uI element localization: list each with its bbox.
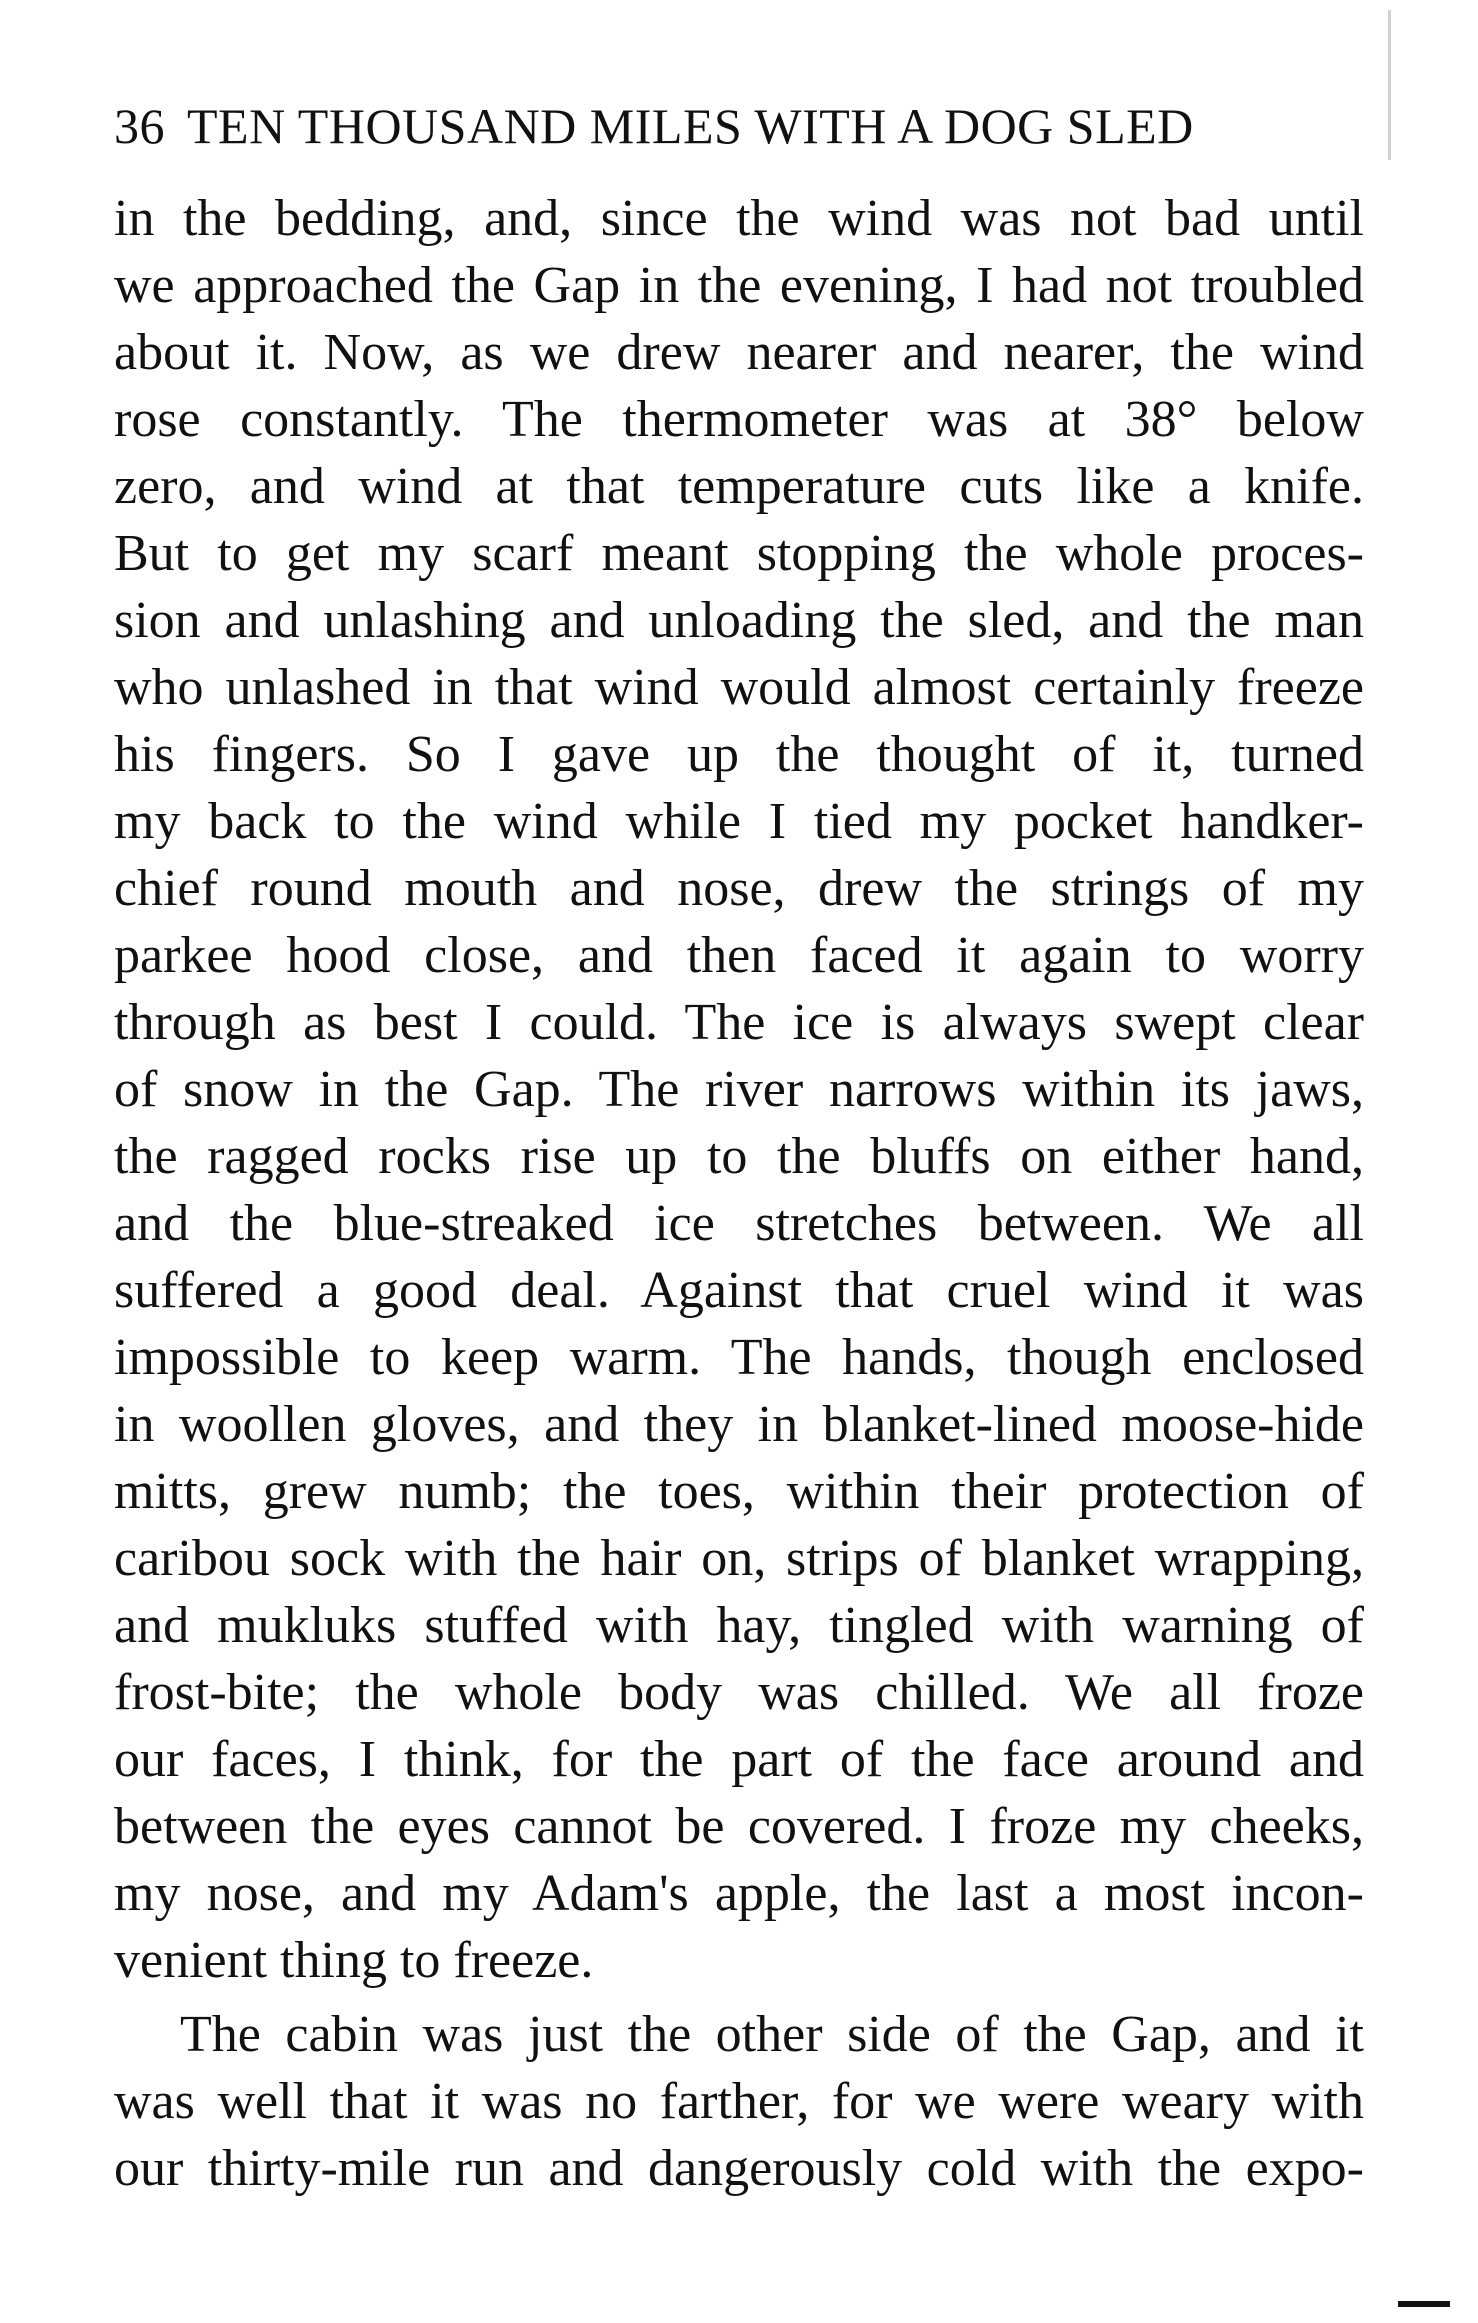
text-line: mitts, grew numb; the toes, within their protection of bbox=[114, 1463, 1364, 1520]
text-line: who unlashed in that wind would almost certainly freeze bbox=[114, 659, 1364, 716]
running-title: TEN THOUSAND MILES WITH A DOG SLED bbox=[187, 98, 1194, 154]
text-line: rose constantly. The thermometer was at 38° below bbox=[114, 391, 1364, 448]
text-line: zero, and wind at that temperature cuts like a knife. bbox=[114, 458, 1364, 515]
text-line: through as best I could. The ice is always swept clear bbox=[114, 994, 1364, 1051]
text-line: The cabin was just the other side of the Gap, and it bbox=[180, 2006, 1364, 2063]
text-line: parkee hood close, and then faced it again to worry bbox=[114, 927, 1364, 984]
text-line: our thirty-mile run and dangerously cold with the expo- bbox=[114, 2140, 1364, 2197]
text-line: we approached the Gap in the evening, I had not troubled bbox=[114, 257, 1364, 314]
text-line: our faces, I think, for the part of the face around and bbox=[114, 1731, 1364, 1788]
paragraph-1 bbox=[114, 185, 1364, 1994]
paragraph-gap bbox=[114, 1994, 1364, 2001]
text-line: But to get my scarf meant stopping the whole proces- bbox=[114, 525, 1364, 582]
paragraph-2 bbox=[114, 2001, 1364, 2202]
text-line: venient thing to freeze. bbox=[114, 1932, 594, 1989]
text-line: his fingers. So I gave up the thought of it, turned bbox=[114, 726, 1364, 783]
page-number: 36 bbox=[114, 98, 165, 154]
text-line: suffered a good deal. Against that cruel wind it was bbox=[114, 1262, 1364, 1319]
text-line: impossible to keep warm. The hands, though enclosed bbox=[114, 1329, 1364, 1386]
text-line: about it. Now, as we drew nearer and nearer, the wind bbox=[114, 324, 1364, 381]
text-line: my back to the wind while I tied my pocket handker- bbox=[114, 793, 1364, 850]
text-line: was well that it was no farther, for we were weary with bbox=[114, 2073, 1364, 2130]
text-line: chief round mouth and nose, drew the strings of my bbox=[114, 860, 1364, 917]
text-line: in woollen gloves, and they in blanket-lined moose-hide bbox=[114, 1396, 1364, 1453]
text-line: in the bedding, and, since the wind was not bad until bbox=[114, 190, 1364, 247]
text-line: and mukluks stuffed with hay, tingled with warning of bbox=[114, 1597, 1364, 1654]
body-text bbox=[114, 185, 1364, 2202]
text-line: the ragged rocks rise up to the bluffs on either hand, bbox=[114, 1128, 1364, 1185]
text-line: between the eyes cannot be covered. I froze my cheeks, bbox=[114, 1798, 1364, 1855]
text-line: caribou sock with the hair on, strips of blanket wrapping, bbox=[114, 1530, 1364, 1587]
text-line: frost-bite; the whole body was chilled. We all froze bbox=[114, 1664, 1364, 1721]
scan-edge-mark bbox=[1398, 2301, 1450, 2307]
scan-edge-mark bbox=[1388, 10, 1391, 160]
text-line: of snow in the Gap. The river narrows within its jaws, bbox=[114, 1061, 1364, 1118]
text-line: sion and unlashing and unloading the sled, and the man bbox=[114, 592, 1364, 649]
text-line: my nose, and my Adam's apple, the last a most incon- bbox=[114, 1865, 1364, 1922]
running-head bbox=[114, 96, 1364, 156]
text-line: and the blue-streaked ice stretches between. We all bbox=[114, 1195, 1364, 1252]
